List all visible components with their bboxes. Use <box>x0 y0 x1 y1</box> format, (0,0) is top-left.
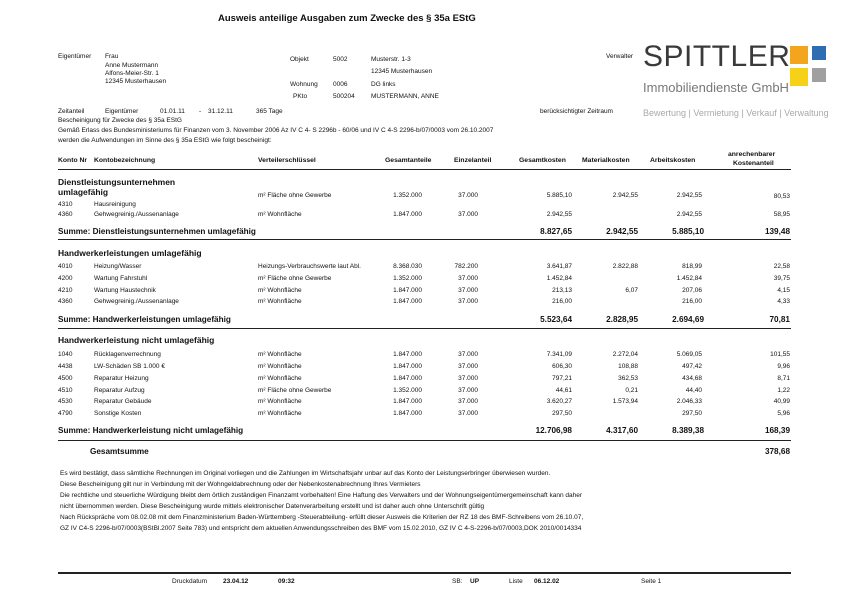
row-konto: 4200 <box>58 275 73 282</box>
row-einzelanteil: 37.000 <box>458 398 478 405</box>
row-arbeitskosten: 2.942,55 <box>676 211 702 218</box>
row-materialkosten: 1.573,94 <box>612 398 638 405</box>
row-materialkosten: 108,88 <box>618 363 638 370</box>
row-konto: 4500 <box>58 375 73 382</box>
row-schluessel: m² Fläche ohne Gewerbe <box>258 387 332 394</box>
sum-materialkosten: 2.828,95 <box>606 315 638 324</box>
section-title: Handwerkerleistung nicht umlagefähig <box>58 335 215 345</box>
document-title: Ausweis anteilige Ausgaben zum Zwecke des § 35a EStG <box>218 13 476 24</box>
note-line: GZ IV C4-S 2296-b/07/0003(BStBl.2007 Seite 783) und entspricht dem aktuellen Anwendungsschreiben des BMF vom 15.02.2010, GZ IV C 4-S-2296-b/07/0003,DOK 2010/0014334 <box>60 525 582 532</box>
row-schluessel: m² Wohnfläche <box>258 375 302 382</box>
owner-line: Alfons-Meier-Str. 1 <box>105 70 159 77</box>
row-gesamtanteile: 1.847.000 <box>393 298 422 305</box>
row-gesamtkosten: 7.341,09 <box>546 351 572 358</box>
row-bezeichnung: Reparatur Aufzug <box>94 387 145 394</box>
row-anrechenbar: 8,71 <box>777 375 790 382</box>
row-schluessel: m² Fläche ohne Gewerbe <box>258 192 332 199</box>
row-gesamtkosten: 2.942,55 <box>546 211 572 218</box>
section-title: umlagefähig <box>58 187 109 197</box>
logo-square-yellow <box>790 68 808 86</box>
row-konto: 4530 <box>58 398 73 405</box>
section-rule <box>58 328 791 329</box>
row-bezeichnung: Reparatur Heizung <box>94 375 149 382</box>
row-bezeichnung: Hausreinigung <box>94 201 136 208</box>
period-owner-label: Eigentümer <box>105 108 139 115</box>
company-tagline: Bewertung | Vermietung | Verkauf | Verwaltung <box>643 108 829 118</box>
sum-gesamtkosten: 5.523,64 <box>540 315 572 324</box>
row-anrechenbar: 39,75 <box>773 275 790 282</box>
row-gesamtanteile: 8.368.030 <box>393 263 422 270</box>
row-einzelanteil: 37.000 <box>458 351 478 358</box>
row-schluessel: m² Wohnfläche <box>258 211 302 218</box>
row-bezeichnung: Wartung Haustechnik <box>94 287 156 294</box>
objekt-label: Objekt <box>290 56 309 63</box>
section-rule <box>58 440 791 441</box>
sum-anrechenbar: 168,39 <box>764 426 790 435</box>
owner-label: Eigentümer <box>58 53 92 60</box>
print-date: 23.04.12 <box>223 578 249 585</box>
row-materialkosten: 0,21 <box>625 387 638 394</box>
logo-square-orange <box>790 46 808 64</box>
sum-gesamtkosten: 8.827,65 <box>540 227 572 236</box>
col-einzelanteil: Einzelanteil <box>454 157 492 164</box>
note-line: Nach Rückspräche vom 08.02.08 mit dem Finanzministerium Baden-Württemberg -Steuerabteilung- erfüllt dieser Ausweis die Kriterien der RZ 18 des BMF-Schreibens vom 26.10.07, <box>60 514 584 521</box>
row-konto: 4360 <box>58 211 73 218</box>
row-einzelanteil: 37.000 <box>458 275 478 282</box>
period-days: 365 Tage <box>256 108 283 115</box>
section-sum-label: Summe: Handwerkerleistungen umlagefähig <box>58 315 231 324</box>
row-konto: 4510 <box>58 387 73 394</box>
row-konto: 4310 <box>58 201 73 208</box>
sum-materialkosten: 2.942,55 <box>606 227 638 236</box>
period-right-label: berücksichtigter Zeitraum <box>540 108 613 115</box>
row-arbeitskosten: 216,00 <box>682 298 702 305</box>
row-schluessel: m² Wohnfläche <box>258 351 302 358</box>
section-title: Handwerkerleistungen umlagefähig <box>58 248 202 258</box>
logo-square-gray <box>812 68 826 82</box>
sb-value: UP <box>470 578 480 585</box>
row-arbeitskosten: 818,99 <box>682 263 702 270</box>
wohnung-label: Wohnung <box>290 81 318 88</box>
row-schluessel: m² Wohnfläche <box>258 398 302 405</box>
row-gesamtkosten: 5.885,10 <box>546 192 572 199</box>
header-rule <box>58 169 791 170</box>
row-arbeitskosten: 2.942,55 <box>676 192 702 199</box>
section-title: Dienstleistungsunternehmen <box>58 177 176 187</box>
row-gesamtkosten: 216,00 <box>552 298 572 305</box>
row-einzelanteil: 37.000 <box>458 387 478 394</box>
section-sum-label: Summe: Dienstleistungsunternehmen umlagefähig <box>58 227 256 236</box>
col-gesamtkosten: Gesamtkosten <box>519 157 566 164</box>
row-bezeichnung: Rücklagenverrechnung <box>94 351 161 358</box>
row-arbeitskosten: 44,40 <box>685 387 702 394</box>
row-bezeichnung: Reparatur Gebäude <box>94 398 152 405</box>
row-gesamtanteile: 1.352.000 <box>393 275 422 282</box>
company-logo-name: SPITTLER <box>643 40 791 73</box>
row-bezeichnung: Gehwegreinig./Aussenanlage <box>94 298 179 305</box>
pkto-number: 500204 <box>333 93 355 100</box>
objekt-city: 12345 Musterhausen <box>371 68 433 75</box>
row-konto: 4790 <box>58 410 73 417</box>
row-schluessel: m² Wohnfläche <box>258 363 302 370</box>
row-einzelanteil: 37.000 <box>458 211 478 218</box>
sum-arbeitskosten: 2.694,69 <box>672 315 704 324</box>
row-gesamtkosten: 297,50 <box>552 410 572 417</box>
row-gesamtkosten: 3.641,87 <box>546 263 572 270</box>
row-schluessel: m² Fläche ohne Gewerbe <box>258 275 332 282</box>
row-arbeitskosten: 5.069,05 <box>676 351 702 358</box>
row-gesamtanteile: 1.847.000 <box>393 375 422 382</box>
row-gesamtkosten: 213,13 <box>552 287 572 294</box>
row-anrechenbar: 101,55 <box>770 351 790 358</box>
row-anrechenbar: 40,99 <box>773 398 790 405</box>
owner-line: Frau <box>105 53 119 60</box>
owner-line: Anne Mustermann <box>105 62 159 69</box>
row-gesamtkosten: 3.620,27 <box>546 398 572 405</box>
row-einzelanteil: 782.200 <box>454 263 478 270</box>
row-einzelanteil: 37.000 <box>458 410 478 417</box>
note-line: nicht übernommen werden. Diese Bescheinigung wurde mittels elektronischer Datenverarbeitung erstellt und ist daher auch ohne Unterschrift gültig <box>60 503 485 510</box>
row-gesamtanteile: 1.847.000 <box>393 287 422 294</box>
print-date-label: Druckdatum <box>172 578 208 585</box>
col-bezeichnung: Kontobezeichnung <box>94 157 156 164</box>
row-schluessel: m² Wohnfläche <box>258 287 302 294</box>
row-gesamtkosten: 44,61 <box>555 387 572 394</box>
row-materialkosten: 6,07 <box>625 287 638 294</box>
zeitanteil-label: Zeitanteil <box>58 108 85 115</box>
intro-line: Bescheinigung für Zwecke des § 35a EStG <box>58 117 182 124</box>
row-gesamtkosten: 797,21 <box>552 375 572 382</box>
wohnung-desc: DG links <box>371 81 396 88</box>
row-gesamtanteile: 1.352.000 <box>393 387 422 394</box>
pkto-label: PKto <box>293 93 308 100</box>
sum-arbeitskosten: 8.389,38 <box>672 426 704 435</box>
note-line: Die rechtliche und steuerliche Würdigung bleibt dem örtlich zuständigen Finanzamt vorbehalten! Eine Haftung des Verwalters und der Wohnungseigentümergemeinschaft kann daher <box>60 492 582 499</box>
period-to: 31.12.11 <box>208 108 233 115</box>
row-anrechenbar: 58,95 <box>773 211 790 218</box>
col-materialkosten: Materialkosten <box>582 157 630 164</box>
row-schluessel: m² Wohnfläche <box>258 298 302 305</box>
row-konto: 4438 <box>58 363 73 370</box>
verwalter-label: Verwalter <box>606 53 634 60</box>
sb-label: SB: <box>452 578 463 585</box>
row-schluessel: Heizungs-Verbrauchswerte laut Abl. <box>258 263 361 270</box>
row-arbeitskosten: 207,06 <box>682 287 702 294</box>
row-konto: 4010 <box>58 263 73 270</box>
logo-square-blue <box>812 46 826 60</box>
row-bezeichnung: Gehwegreinig./Aussenanlage <box>94 211 179 218</box>
row-arbeitskosten: 1.452,84 <box>676 275 702 282</box>
total-value: 378,68 <box>764 447 790 456</box>
total-label: Gesamtsumme <box>90 447 149 456</box>
note-line: Es wird bestätigt, dass sämtliche Rechnungen im Original vorliegen und die Zahlungen im Wirtschaftsjahr unbar auf das Konto der Leistungserbringer überwiesen wurden. <box>60 470 551 477</box>
row-anrechenbar: 5,96 <box>777 410 790 417</box>
intro-line: werden die Aufwendungen im Sinne des § 35a EStG wie folgt bescheinigt: <box>58 137 272 144</box>
objekt-address: Musterstr. 1-3 <box>371 56 411 63</box>
row-arbeitskosten: 497,42 <box>682 363 702 370</box>
row-gesamtanteile: 1.847.000 <box>393 398 422 405</box>
section-sum-label: Summe: Handwerkerleistung nicht umlagefähig <box>58 426 244 435</box>
row-konto: 4360 <box>58 298 73 305</box>
row-gesamtkosten: 606,30 <box>552 363 572 370</box>
note-line: Diese Bescheinigung gilt nur in Verbindung mit der Wohngeldabrechnung oder der Nebenkostenabrechnung Ihres Vermieters <box>60 481 421 488</box>
row-materialkosten: 2.822,88 <box>612 263 638 270</box>
col-kostenanteil: Kostenanteil <box>733 160 774 167</box>
col-anrechenbar: anrechenbarer <box>728 151 776 158</box>
row-konto: 1040 <box>58 351 73 358</box>
row-gesamtkosten: 1.452,84 <box>546 275 572 282</box>
row-anrechenbar: 22,58 <box>773 263 790 270</box>
row-anrechenbar: 80,53 <box>773 193 790 200</box>
row-arbeitskosten: 434,68 <box>682 375 702 382</box>
row-gesamtanteile: 1.847.000 <box>393 410 422 417</box>
row-anrechenbar: 1,22 <box>777 387 790 394</box>
row-materialkosten: 362,53 <box>618 375 638 382</box>
footer-rule <box>58 572 791 574</box>
row-arbeitskosten: 2.046,33 <box>676 398 702 405</box>
pkto-name: MUSTERMANN, ANNE <box>371 93 439 100</box>
intro-line: Gemäß Erlass des Bundesministeriums für Finanzen vom 3. November 2006 Az IV C 4- S 2296b - 60/06 und IV C 4-S 2296-b/07/0003 vom 26.10.2007 <box>58 127 494 134</box>
sum-arbeitskosten: 5.885,10 <box>672 227 704 236</box>
section-rule <box>58 239 791 240</box>
row-bezeichnung: Wartung Fahrstuhl <box>94 275 148 282</box>
page-number: Seite 1 <box>641 578 662 585</box>
col-konto: Konto Nr <box>58 157 88 164</box>
row-anrechenbar: 9,96 <box>777 363 790 370</box>
row-gesamtanteile: 1.352.000 <box>393 192 422 199</box>
row-einzelanteil: 37.000 <box>458 298 478 305</box>
row-anrechenbar: 4,33 <box>777 298 790 305</box>
row-bezeichnung: Sonstige Kosten <box>94 410 142 417</box>
objekt-number: 5002 <box>333 56 348 63</box>
row-gesamtanteile: 1.847.000 <box>393 211 422 218</box>
sum-anrechenbar: 139,48 <box>764 227 790 236</box>
sum-materialkosten: 4.317,60 <box>606 426 638 435</box>
row-einzelanteil: 37.000 <box>458 287 478 294</box>
period-from: 01.01.11 <box>160 108 185 115</box>
row-einzelanteil: 37.000 <box>458 375 478 382</box>
row-arbeitskosten: 297,50 <box>682 410 702 417</box>
row-materialkosten: 2.272,04 <box>612 351 638 358</box>
col-gesamtanteile: Gesamtanteile <box>385 157 432 164</box>
wohnung-number: 0006 <box>333 81 348 88</box>
sum-gesamtkosten: 12.706,98 <box>535 426 572 435</box>
row-bezeichnung: Heizung/Wasser <box>94 263 142 270</box>
liste-label: Liste <box>509 578 523 585</box>
col-arbeitskosten: Arbeitskosten <box>650 157 696 164</box>
company-logo-sub: Immobiliendienste GmbH <box>643 80 789 95</box>
row-einzelanteil: 37.000 <box>458 192 478 199</box>
row-gesamtanteile: 1.847.000 <box>393 351 422 358</box>
period-dash: - <box>199 108 202 115</box>
col-schluessel: Verteilerschlüssel <box>258 157 316 164</box>
row-materialkosten: 2.942,55 <box>612 192 638 199</box>
sum-anrechenbar: 70,81 <box>769 315 790 324</box>
owner-line: 12345 Musterhausen <box>105 78 167 85</box>
row-schluessel: m² Wohnfläche <box>258 410 302 417</box>
row-gesamtanteile: 1.847.000 <box>393 363 422 370</box>
row-einzelanteil: 37.000 <box>458 363 478 370</box>
print-time: 09:32 <box>278 578 295 585</box>
row-konto: 4210 <box>58 287 73 294</box>
row-bezeichnung: LW-Schäden SB 1.000 € <box>94 363 165 370</box>
liste-value: 06.12.02 <box>534 578 560 585</box>
row-anrechenbar: 4,15 <box>777 287 790 294</box>
